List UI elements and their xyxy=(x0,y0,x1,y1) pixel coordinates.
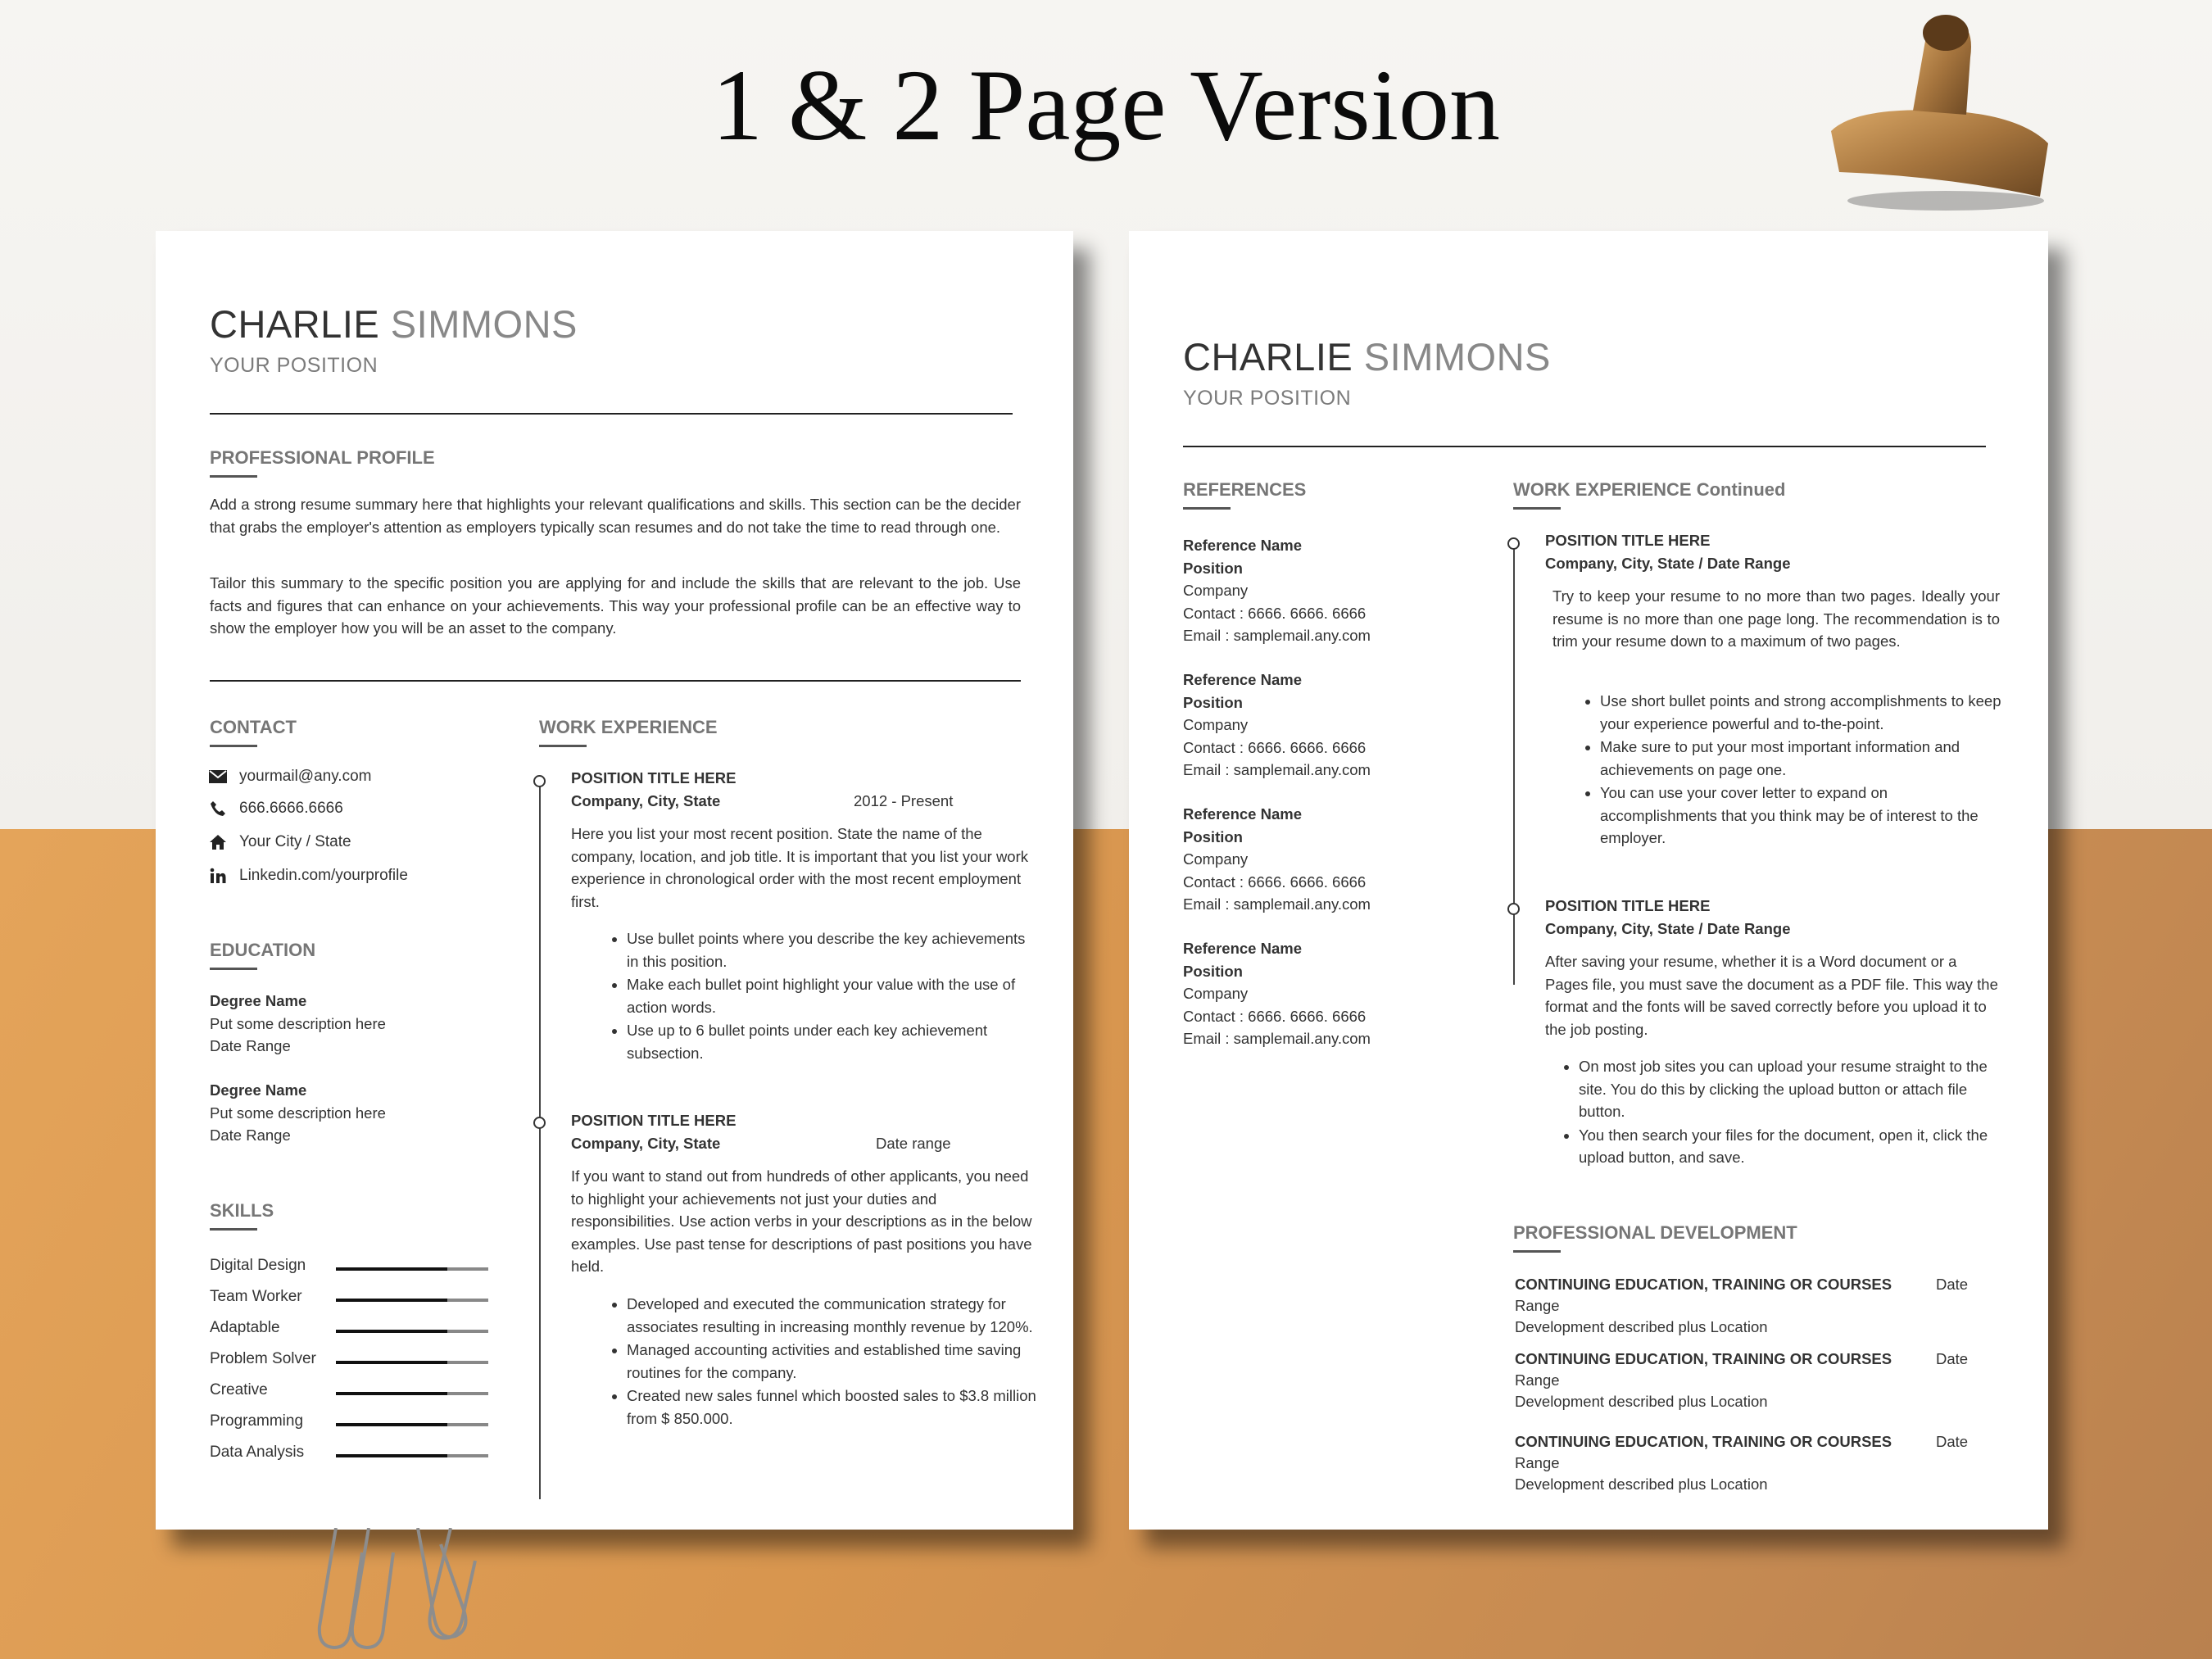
development-description: Development described plus Location xyxy=(1515,1475,1768,1493)
reference-email: Email : samplemail.any.com xyxy=(1183,761,1371,778)
profile-divider xyxy=(210,680,1021,682)
heading-underline xyxy=(1183,507,1231,510)
job-title: POSITION TITLE HERE xyxy=(1545,897,1711,914)
skill-label: Digital Design xyxy=(210,1257,306,1274)
resume-page-2 xyxy=(1129,231,2048,1530)
degree-description: Put some description here xyxy=(210,1014,386,1032)
education-item xyxy=(210,990,386,1058)
degree-name: Degree Name xyxy=(210,992,307,1009)
job-bullet: • Use up to 6 bullet points under each key achievement subsection. xyxy=(627,1019,1028,1064)
job-bullet: • Managed accounting activities and established time saving routines for the company. xyxy=(627,1339,1036,1384)
reference-item xyxy=(1183,669,1371,782)
heading-underline xyxy=(539,745,587,747)
reference-name: Reference Name xyxy=(1183,940,1302,957)
heading-underline xyxy=(210,1228,257,1231)
reference-item xyxy=(1183,937,1371,1050)
job-bullet: • Use short bullet points and strong accomplishments to keep your experience powerful and to-the-point. xyxy=(1600,690,2001,735)
degree-date: Date Range xyxy=(210,1037,291,1054)
job-bullet: • On most job sites you can upload your resume straight to the site. You do this by clicking the upload button or attach file button. xyxy=(1579,1055,2005,1123)
degree-name: Degree Name xyxy=(210,1081,307,1099)
development-date-range: Range xyxy=(1515,1297,1560,1314)
skill-bar xyxy=(336,1267,488,1271)
skill-bar-fill xyxy=(336,1299,447,1302)
reference-email: Email : samplemail.any.com xyxy=(1183,627,1371,644)
job-header xyxy=(571,767,1030,812)
skill-bar xyxy=(336,1299,488,1302)
development-date: Date xyxy=(1936,1433,1969,1450)
last-name: SIMMONS xyxy=(1363,335,1551,378)
timeline-dot xyxy=(533,1117,546,1129)
skill-label: Problem Solver xyxy=(210,1350,316,1367)
contact-phone-text: 666.6666.6666 xyxy=(239,800,343,817)
education-item xyxy=(210,1079,386,1147)
job-bullets xyxy=(627,1293,1036,1430)
development-heading: PROFESSIONAL DEVELOPMENT xyxy=(1513,1222,1797,1243)
timeline-dot xyxy=(533,775,546,787)
reference-email: Email : samplemail.any.com xyxy=(1183,895,1371,913)
job-header xyxy=(1545,895,2004,940)
phone-icon xyxy=(208,800,228,818)
resume-position: YOUR POSITION xyxy=(210,354,378,377)
job-header xyxy=(571,1109,1030,1154)
degree-date: Date Range xyxy=(210,1126,291,1144)
job-bullets xyxy=(1579,1055,2005,1170)
timeline-line xyxy=(539,780,541,1499)
job-bullet: • Use bullet points where you describe the key achievements in this position. xyxy=(627,927,1028,972)
job-title: POSITION TITLE HERE xyxy=(1545,532,1711,549)
resume-name xyxy=(210,301,578,347)
development-date: Date xyxy=(1936,1276,1969,1293)
job-date: Date range xyxy=(876,1134,951,1152)
work-continued-heading: WORK EXPERIENCE Continued xyxy=(1513,479,1786,500)
job-bullet: • Created new sales funnel which boosted sales to $3.8 million from $ 850.000. xyxy=(627,1385,1036,1430)
last-name: SIMMONS xyxy=(390,302,578,346)
first-name: CHARLIE xyxy=(210,302,380,346)
resume-name xyxy=(1183,334,1551,379)
development-item xyxy=(1515,1431,1974,1495)
contact-linkedin xyxy=(208,867,408,885)
job-bullets xyxy=(1600,690,2001,850)
contact-email xyxy=(208,768,371,786)
contact-location-text: Your City / State xyxy=(239,833,351,850)
reference-company: Company xyxy=(1183,850,1249,868)
reference-email: Email : samplemail.any.com xyxy=(1183,1030,1371,1047)
skill-label: Programming xyxy=(210,1412,304,1430)
heading-underline xyxy=(210,745,257,747)
job-bullet: • Developed and executed the communication strategy for associates resulting in increasing monthly revenue by 120%. xyxy=(627,1293,1036,1338)
timeline-dot xyxy=(1507,903,1520,915)
reference-company: Company xyxy=(1183,985,1249,1002)
reference-name: Reference Name xyxy=(1183,805,1302,823)
home-icon xyxy=(208,833,228,851)
job-description: Try to keep your resume to no more than two pages. Ideally your resume is no more than one page long. The recommendation is to trim your resume down to a maximum of two pages. xyxy=(1552,587,2000,650)
contact-heading: CONTACT xyxy=(210,717,297,737)
skill-bar-fill xyxy=(336,1330,447,1333)
resume-page-1 xyxy=(156,231,1073,1530)
timeline-dot xyxy=(1507,537,1520,550)
reference-contact: Contact : 6666. 6666. 6666 xyxy=(1183,738,1367,756)
reference-item xyxy=(1183,534,1371,647)
skill-bar xyxy=(336,1423,488,1426)
skill-label: Adaptable xyxy=(210,1319,280,1336)
job-description: Here you list your most recent position. State the name of the company, location, and job title. It is important that you list your work experience in chronological order with the most recent employment first. xyxy=(571,825,1028,910)
job-title: POSITION TITLE HERE xyxy=(571,1112,737,1129)
skill-bar xyxy=(336,1392,488,1395)
skill-bar-fill xyxy=(336,1454,447,1457)
contact-email-text: yourmail@any.com xyxy=(239,768,372,785)
job-company: Company, City, State / Date Range xyxy=(1545,554,1791,572)
job-bullet: • You then search your files for the document, open it, click the upload button, and save. xyxy=(1579,1124,2005,1169)
job-description: After saving your resume, whether it is a Word document or a Pages file, you must save the document as a PDF file. This way the format and the fonts will be saved correctly before you upload it to the job posting. xyxy=(1545,953,1998,1038)
job-date: 2012 - Present xyxy=(854,791,954,809)
header-divider xyxy=(1183,446,1986,447)
development-description: Development described plus Location xyxy=(1515,1318,1768,1335)
bulldog-clip-icon xyxy=(1823,8,2052,213)
heading-underline xyxy=(1513,507,1561,510)
skill-bar-fill xyxy=(336,1423,447,1426)
job-description: If you want to stand out from hundreds of other applicants, you need to highlight your achievements not just your duties and responsibilities. Use action verbs in your descriptions as in the below examples. Use past tense for descriptions of past positions you have held. xyxy=(571,1167,1032,1275)
job-company: Company, City, State xyxy=(571,1134,721,1152)
timeline-line xyxy=(1513,544,1515,985)
reference-position: Position xyxy=(1183,962,1243,980)
heading-underline xyxy=(210,968,257,970)
skill-bar-fill xyxy=(336,1267,447,1271)
reference-position: Position xyxy=(1183,693,1243,711)
linkedin-icon xyxy=(208,867,228,885)
development-title: CONTINUING EDUCATION, TRAINING OR COURSES xyxy=(1515,1276,1892,1293)
skill-bar-fill xyxy=(336,1361,447,1364)
reference-position: Position xyxy=(1183,827,1243,845)
reference-contact: Contact : 6666. 6666. 6666 xyxy=(1183,873,1367,891)
skill-bar xyxy=(336,1454,488,1457)
references-heading: REFERENCES xyxy=(1183,479,1307,500)
skill-label: Data Analysis xyxy=(210,1444,305,1461)
job-company: Company, City, State / Date Range xyxy=(1545,919,1791,937)
development-item xyxy=(1515,1274,1974,1338)
development-description: Development described plus Location xyxy=(1515,1393,1768,1410)
development-date-range: Range xyxy=(1515,1371,1560,1389)
education-heading: EDUCATION xyxy=(210,940,316,960)
work-heading: WORK EXPERIENCE xyxy=(539,717,718,737)
job-bullet: • Make sure to put your most important information and achievements on page one. xyxy=(1600,736,2001,781)
profile-paragraph-2: Tailor this summary to the specific position you are applying for and include the skills that are relevant to the job. Use facts and figures that can enhance on your achievements. This way your professional profile can be an effective way to show the employer how you will be an asset to the company. xyxy=(210,574,1021,637)
skill-label: Team Worker xyxy=(210,1288,302,1305)
reference-contact: Contact : 6666. 6666. 6666 xyxy=(1183,1007,1367,1025)
heading-underline xyxy=(1513,1250,1561,1253)
job-header xyxy=(1545,529,2004,574)
first-name: CHARLIE xyxy=(1183,335,1353,378)
reference-name: Reference Name xyxy=(1183,537,1302,554)
job-bullet: • You can use your cover letter to expand on accomplishments that you think may be of interest to the employer. xyxy=(1600,782,2001,850)
reference-name: Reference Name xyxy=(1183,671,1302,688)
contact-phone xyxy=(208,800,343,818)
page-title: 1 & 2 Page Version xyxy=(711,49,1501,161)
reference-company: Company xyxy=(1183,716,1249,733)
skills-heading: SKILLS xyxy=(210,1200,274,1221)
skill-bar xyxy=(336,1361,488,1364)
development-item xyxy=(1515,1349,1974,1412)
contact-linkedin-text: Linkedin.com/yourprofile xyxy=(239,867,408,884)
mail-icon xyxy=(208,768,228,786)
job-bullet: • Make each bullet point highlight your value with the use of action words. xyxy=(627,973,1028,1018)
development-title: CONTINUING EDUCATION, TRAINING OR COURSES xyxy=(1515,1350,1892,1367)
resume-position: YOUR POSITION xyxy=(1183,387,1352,410)
development-title: CONTINUING EDUCATION, TRAINING OR COURSES xyxy=(1515,1433,1892,1450)
header-divider xyxy=(210,413,1013,415)
paper-clips-icon xyxy=(311,1528,508,1651)
job-company: Company, City, State xyxy=(571,791,721,809)
heading-underline xyxy=(210,475,257,478)
reference-company: Company xyxy=(1183,582,1249,599)
reference-position: Position xyxy=(1183,559,1243,577)
profile-paragraph-1: Add a strong resume summary here that highlights your relevant qualifications and skills. This section can be the decider that grabs the employer's attention as employers typically scan resumes and do not take the time to read through one. xyxy=(210,496,1021,536)
degree-description: Put some description here xyxy=(210,1104,386,1122)
job-bullets xyxy=(627,927,1028,1065)
job-title: POSITION TITLE HERE xyxy=(571,769,737,786)
skill-bar-fill xyxy=(336,1392,447,1395)
development-date-range: Range xyxy=(1515,1454,1560,1471)
reference-contact: Contact : 6666. 6666. 6666 xyxy=(1183,604,1367,622)
skill-bar xyxy=(336,1330,488,1333)
contact-location xyxy=(208,833,351,851)
skill-label: Creative xyxy=(210,1381,268,1398)
profile-heading: PROFESSIONAL PROFILE xyxy=(210,447,435,468)
reference-item xyxy=(1183,803,1371,916)
development-date: Date xyxy=(1936,1350,1969,1367)
